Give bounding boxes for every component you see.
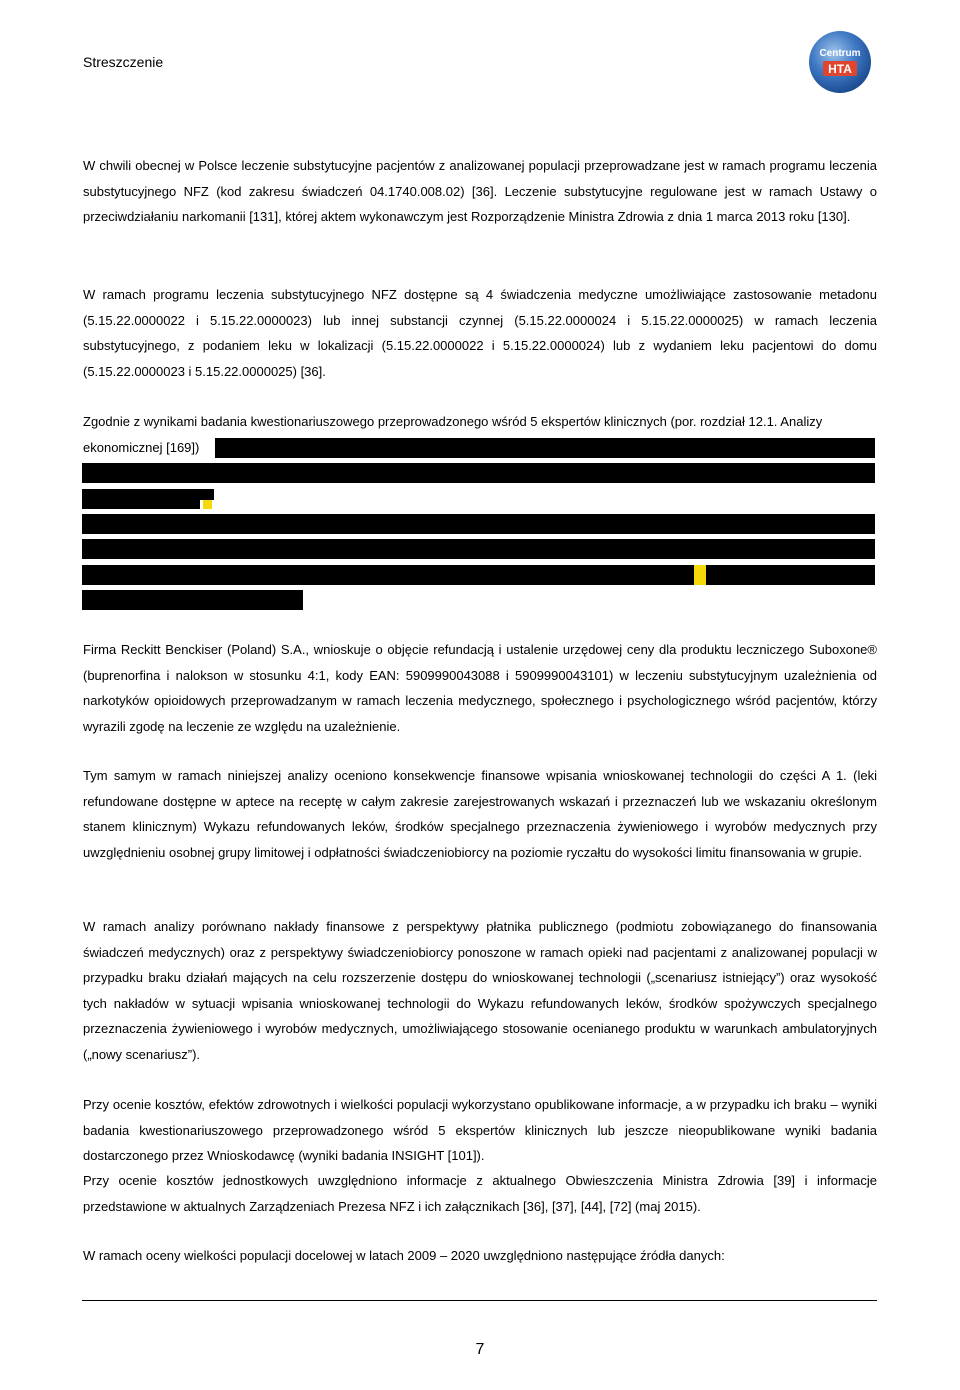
- redaction-bar: [82, 590, 303, 610]
- highlight-mark: [203, 500, 212, 509]
- highlight-mark: [694, 565, 706, 585]
- header-title: Streszczenie: [83, 54, 164, 70]
- redaction-bar: [82, 565, 694, 585]
- redaction-bar: [82, 514, 875, 534]
- svg-text:Centrum: Centrum: [819, 48, 861, 59]
- page-number: 7: [475, 1341, 485, 1358]
- centrum-hta-logo: [808, 30, 872, 94]
- redaction-bar: [215, 438, 875, 458]
- redaction-bar: [82, 489, 200, 509]
- paragraph-current-treatment: W chwili obecnej w Polsce leczenie substytucyjne pacjentów z analizowanej populacji przeprowadzane jest w ramach programu leczenia substytucyjnego NFZ (kod zakresu świadczeń 04.1740.008.02) [36]. Leczenie substytucyjne regulowane jest w ramach Ustawy o przeciwdziałaniu narkomanii [131], której aktem wykonawczym jest Rozporządzenie Ministra Zdrowia z dnia 1 marca 2013 roku [130].: [83, 158, 877, 224]
- svg-text:HTA: HTA: [828, 62, 852, 76]
- redaction-bar: [706, 565, 875, 585]
- paragraph-expert-survey-cont: ekonomicznej [169]): [83, 440, 200, 455]
- redaction-bar: [82, 539, 875, 559]
- footer-rule: [82, 1300, 877, 1301]
- paragraph-financial-consequences: Tym samym w ramach niniejszej analizy oceniono konsekwencje finansowe wpisania wnioskowanej technologii do części A 1. (leki refundowane dostępne w aptece na receptę w całym zakresie zarejestrowanych wskazań i przeznaczeń lub we wskazaniu określonym stanem klinicznym) Wykazu refundowanych leków, środków specjalnego przeznaczenia żywieniowego i wyrobów medycznych przy uwzględnieniu osobnej grupy limitowej i odpłatności świadczeniobiorcy na poziomie ryczałtu do wysokości limitu finansowania w grupie.: [83, 768, 877, 860]
- redaction-bar: [82, 463, 875, 483]
- paragraph-unit-costs: Przy ocenie kosztów jednostkowych uwzględniono informacje z aktualnego Obwieszczenia Ministra Zdrowia [39] i informacje przedstawione w aktualnych Zarządzeniach Prezesa NFZ i ich załącznikach [36], [37], [44], [72] (maj 2015).: [83, 1173, 877, 1214]
- paragraph-comparison: W ramach analizy porównano nakłady finansowe z perspektywy płatnika publicznego (podmiotu zobowiązanego do finansowania świadczeń medycznych) oraz z perspektywy świadczeniobiorcy ponoszone w ramach opieki nad pacjentami z analizowanej populacji w przypadku braku działań mających na celu rozszerzenie dostępu do wnioskowanej technologii („scenariusz istniejący”) oraz wysokość tych nakładów w sytuacji wpisania wnioskowanej technologii do Wykazu refundowanych leków, środków spożywczych specjalnego przeznaczenia żywieniowego i wyrobów medycznych, umożliwiającego stosowanie ocenianego produktu w warunkach ambulatoryjnych („nowy scenariusz”).: [83, 919, 877, 1062]
- paragraph-cost-assessment: Przy ocenie kosztów, efektów zdrowotnych i wielkości populacji wykorzystano opublikowane informacje, a w przypadku ich braku – wyniki badania kwestionariuszowego przeprowadzonego wśród 5 ekspertów klinicznych lub jeszcze nieopublikowane wyniki badania dostarczonego przez Wnioskodawcę (wyniki badania INSIGHT [101]).: [83, 1097, 877, 1163]
- redaction-bar: [200, 489, 214, 500]
- paragraph-nfz-services: W ramach programu leczenia substytucyjnego NFZ dostępne są 4 świadczenia medyczne umożliwiające zastosowanie metadonu (5.15.22.0000022 i 5.15.22.0000023) lub innej substancji czynnej (5.15.22.0000024 i 5.15.22.0000025) w ramach leczenia substytucyjnego, z podaniem leku w lokalizacji (5.15.22.0000022 i 5.15.22.0000024) lub z wydaniem leku pacjentowi do domu (5.15.22.0000023 i 5.15.22.0000025) [36].: [83, 287, 877, 379]
- paragraph-expert-survey: Zgodnie z wynikami badania kwestionariuszowego przeprowadzonego wśród 5 ekspertów klinicznych (por. rozdział 12.1. Analizy: [83, 414, 823, 429]
- paragraph-applicant: Firma Reckitt Benckiser (Poland) S.A., wnioskuje o objęcie refundacją i ustalenie urzędowej ceny dla produktu leczniczego Suboxone® (buprenorfina i nalokson w stosunku 4:1, kody EAN: 5909990043088 i 5909990043101) w leczeniu substytucyjnym uzależnienia od narkotyków opioidowych przeprowadzanym w ramach leczenia medycznego, społecznego i psychologicznego wśród pacjentów, którzy wyrazili zgodę na leczenie ze względu na uzależnienie.: [83, 642, 877, 734]
- paragraph-population-sources: W ramach oceny wielkości populacji docelowej w latach 2009 – 2020 uwzględniono następujące źródła danych:: [83, 1248, 725, 1263]
